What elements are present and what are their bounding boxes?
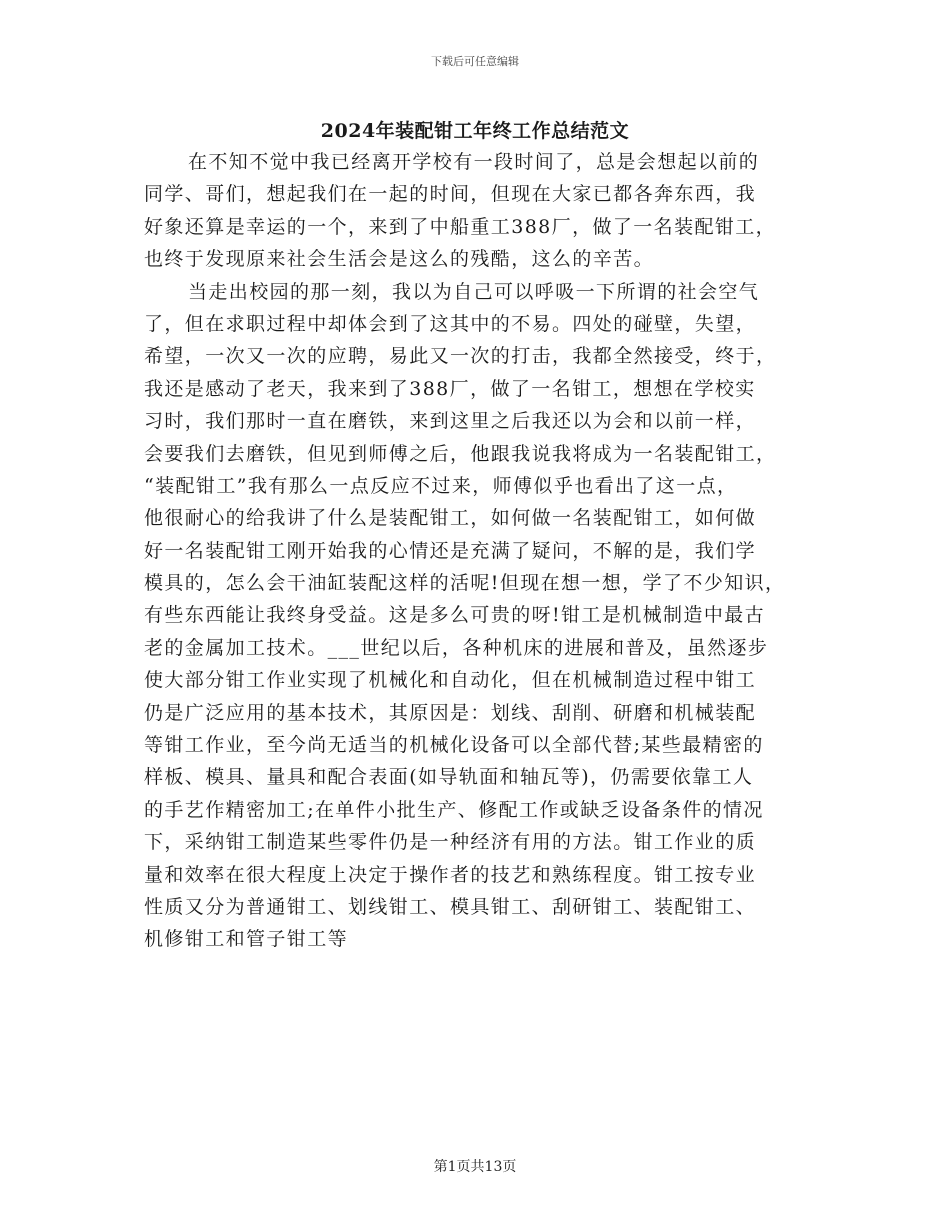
paragraph-line: 等钳工作业，至今尚无适当的机械化设备可以全部代替;某些最精密的 bbox=[144, 734, 764, 757]
paragraph-line: 机修钳工和管子钳工等 bbox=[144, 928, 349, 951]
document-body bbox=[144, 146, 824, 956]
paragraph-line: 量和效率在很大程度上决定于操作者的技艺和熟练程度。钳工按专业 bbox=[144, 863, 757, 886]
paragraph-line: 老的金属加工技术。___世纪以后，各种机床的进展和普及，虽然逐步 bbox=[144, 636, 769, 659]
paragraph-line: 希望，一次又一次的应聘，易此又一次的打击，我都全然接受，终于， bbox=[144, 345, 777, 368]
paragraph-line: 会要我们去磨铁，但见到师傅之后，他跟我说我将成为一名装配钳工， bbox=[144, 442, 777, 465]
paragraph-line: 性质又分为普通钳工、划线钳工、模具钳工、刮研钳工、装配钳工、 bbox=[144, 895, 757, 918]
paragraph-line: 了，但在求职过程中却体会到了这其中的不易。四处的碰壁，失望， bbox=[144, 312, 757, 335]
paragraph-line: 使大部分钳工作业实现了机械化和自动化，但在机械制造过程中钳工 bbox=[144, 669, 757, 692]
header-note: 下载后可任意编辑 bbox=[431, 55, 519, 68]
paragraph-line: 下，采纳钳工制造某些零件仍是一种经济有用的方法。钳工作业的质 bbox=[144, 831, 757, 854]
paragraph-line: 他很耐心的给我讲了什么是装配钳工，如何做一名装配钳工，如何做 bbox=[144, 507, 757, 530]
paragraph-line: 有些东西能让我终身受益。这是多么可贵的呀!钳工是机械制造中最古 bbox=[144, 604, 766, 627]
paragraph-line: 也终于发现原来社会生活会是这么的残酷，这么的辛苦。 bbox=[144, 248, 655, 271]
paragraph-line: “装配钳工”我有那么一点反应不过来，师傅似乎也看出了这一点， bbox=[144, 474, 738, 497]
paragraph-line: 的手艺作精密加工;在单件小批生产、修配工作或缺乏设备条件的情况 bbox=[144, 798, 764, 821]
paragraph-line: 我还是感动了老天，我来到了388厂，做了一名钳工，想想在学校实 bbox=[144, 377, 756, 400]
paragraph-line: 在不知不觉中我已经离开学校有一段时间了，总是会想起以前的 bbox=[188, 151, 760, 173]
page-number: 第1页共13页 bbox=[433, 1159, 517, 1175]
paragraph-line: 好象还算是幸运的一个，来到了中船重工388厂，做了一名装配钳工， bbox=[144, 215, 777, 238]
paragraph-line: 当走出校园的那一刻，我以为自己可以呼吸一下所谓的社会空气 bbox=[188, 280, 760, 303]
paragraph-line: 仍是广泛应用的基本技术，其原因是：划线、刮削、研磨和机械装配 bbox=[144, 701, 757, 724]
document-title: 2024年装配钳工年终工作总结范文 bbox=[320, 120, 630, 142]
paragraph-line: 好一名装配钳工刚开始我的心情还是充满了疑问，不解的是，我们学 bbox=[144, 539, 757, 562]
paragraph-line: 习时，我们那时一直在磨铁，来到这里之后我还以为会和以前一样， bbox=[144, 410, 757, 433]
paragraph-line: 同学、哥们，想起我们在一起的时间，但现在大家已都各奔东西，我 bbox=[144, 183, 757, 206]
paragraph-line: 样板、模具、量具和配合表面(如导轨面和轴瓦等)，仍需要依靠工人 bbox=[144, 766, 754, 789]
paragraph-line: 模具的，怎么会干油缸装配这样的活呢!但现在想一想，学了不少知识， bbox=[144, 572, 786, 595]
